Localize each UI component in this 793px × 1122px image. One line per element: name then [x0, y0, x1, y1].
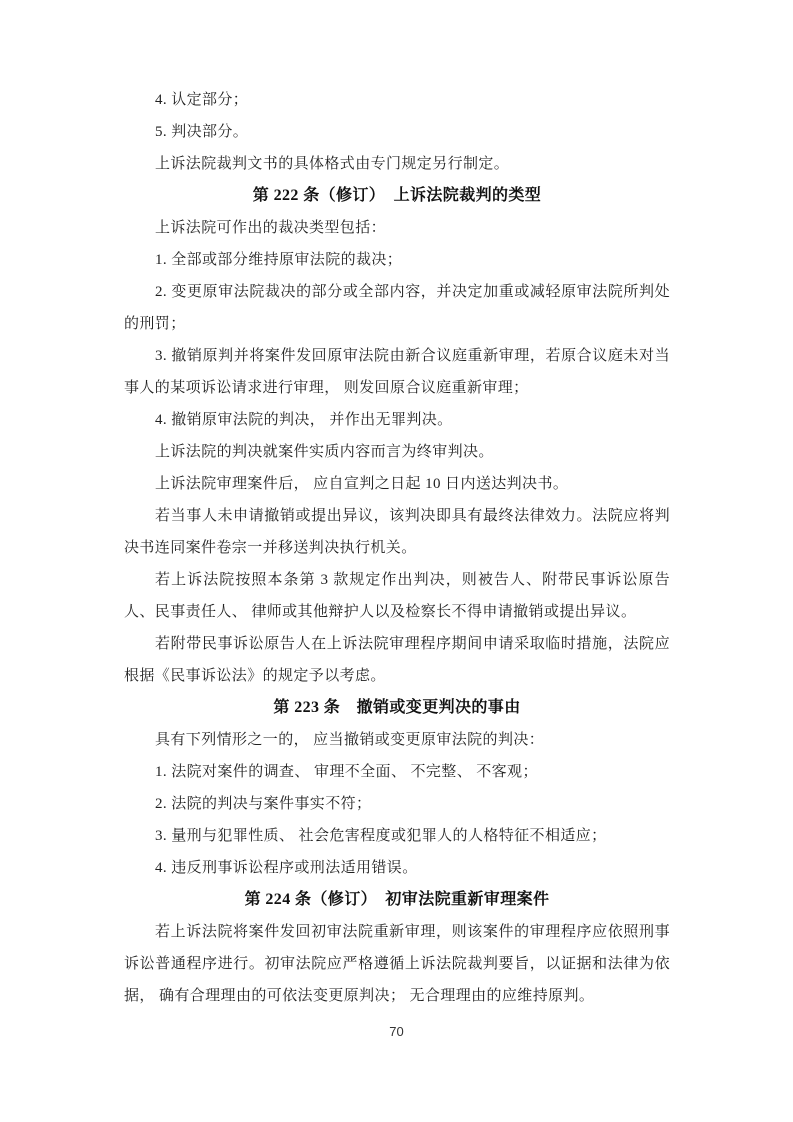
heading-article-223: 第 223 条 撤销或变更判决的事由 — [273, 699, 521, 716]
paragraph: 具有下列情形之一的， 应当撤销或变更原审法院的判决： — [155, 732, 545, 748]
paragraph: 若当事人未申请撤销或提出异议，该判决即具有最终法律效力。法院应将判决书连同案件卷宗一并移送判决执行机关。 — [124, 508, 670, 556]
paragraph: 3. 撤销原判并将案件发回原审法院由新合议庭重新审理，若原合议庭未对当事人的某项诉讼请求进行审理， 则发回原合议庭重新审理； — [124, 348, 670, 396]
paragraph: 若附带民事诉讼原告人在上诉法院审理程序期间申请采取临时措施，法院应根据《民事诉讼法》的规定予以考虑。 — [124, 636, 670, 684]
heading-article-222: 第 222 条（修订） 上诉法院裁判的类型 — [252, 187, 542, 204]
paragraph: 2. 变更原审法院裁决的部分或全部内容，并决定加重或减轻原审法院所判处的刑罚； — [124, 284, 670, 332]
page-number: 70 — [389, 1024, 404, 1039]
paragraph: 4. 违反刑事诉讼程序或刑法适用错误。 — [155, 860, 418, 876]
paragraph: 4. 认定部分； — [155, 92, 249, 108]
paragraph: 4. 撤销原审法院的判决， 并作出无罪判决。 — [155, 412, 453, 428]
paragraph: 上诉法院可作出的裁决类型包括： — [155, 220, 387, 236]
paragraph: 上诉法院的判决就案件实质内容而言为终审判决。 — [155, 444, 494, 460]
paragraph: 1. 法院对案件的调查、 审理不全面、 不完整、 不客观； — [155, 764, 538, 780]
document-content — [124, 84, 670, 1012]
paragraph: 5. 判决部分。 — [155, 124, 249, 140]
paragraph: 3. 量刑与犯罪性质、 社会危害程度或犯罪人的人格特征不相适应； — [155, 828, 607, 844]
paragraph: 2. 法院的判决与案件事实不符； — [155, 796, 372, 812]
paragraph: 若上诉法院将案件发回初审法院重新审理，则该案件的审理程序应依照刑事诉讼普通程序进行。初审法院应严格遵循上诉法院裁判要旨，以证据和法律为依据， 确有合理理由的可依法变更原判决； 无合理理由的应维持原判。 — [124, 924, 670, 1004]
paragraph: 上诉法院裁判文书的具体格式由专门规定另行制定。 — [155, 156, 510, 172]
paragraph: 上诉法院审理案件后， 应自宣判之日起 10 日内送达判决书。 — [155, 476, 569, 492]
heading-article-224: 第 224 条（修订） 初审法院重新审理案件 — [244, 891, 550, 908]
paragraph: 1. 全部或部分维持原审法院的裁决； — [155, 252, 403, 268]
paragraph: 若上诉法院按照本条第 3 款规定作出判决，则被告人、附带民事诉讼原告人、民事责任人、 律师或其他辩护人以及检察长不得申请撤销或提出异议。 — [124, 572, 670, 620]
